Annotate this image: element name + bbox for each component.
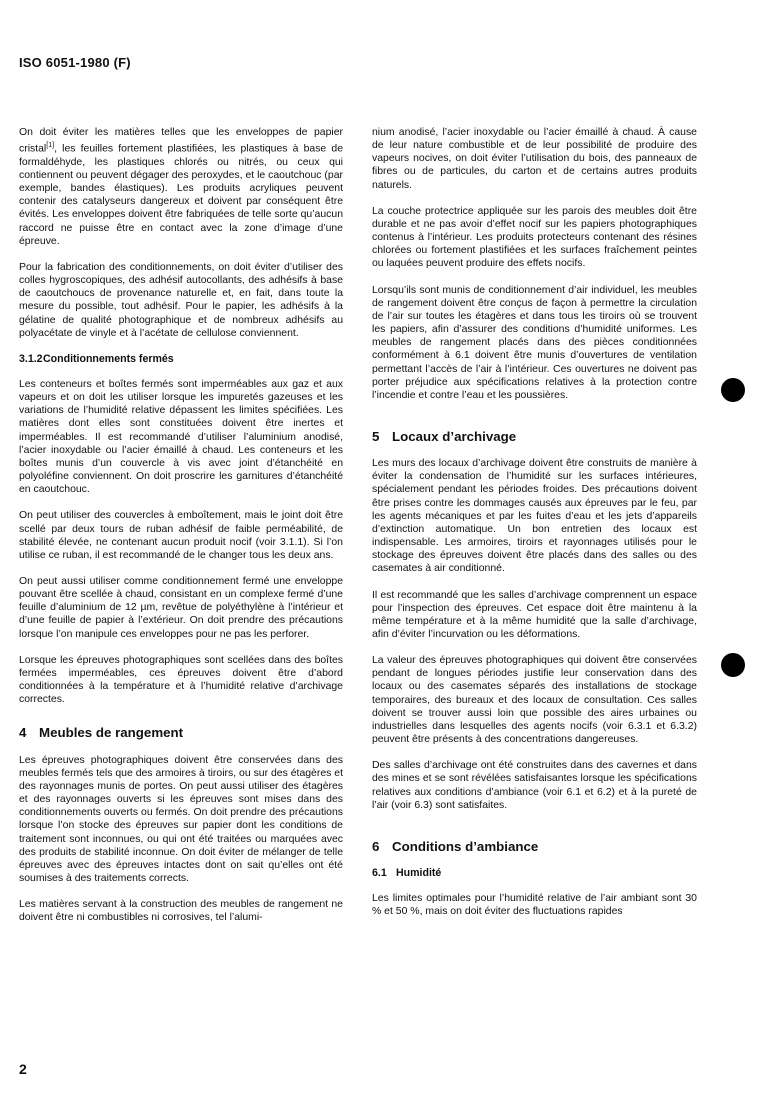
paragraph: On doit éviter les matières telles que les enveloppes de papier cristal[1], les feuilles fortement plastifiées, les plastiques à base de formaldéhyde, les plastiques chlorés ou nitrés, ou ceux qui contiennent ou peuvent dégager des peroxydes, et le caoutchouc (par exemple, bandes élastiques). Les produits acryliques peuvent contenir des catalyseurs dangereux et doivent par conséquent être évités. Les enveloppes doivent être fabriquées de telle sorte qu’aucun raccord ne puisse être en contact avec la zone d’image d’une épreuve. xyxy=(19,127,343,247)
left-column xyxy=(19,126,343,924)
subsection-heading-3-1-2: 3.1.2Conditionnements fermés xyxy=(19,352,174,365)
section-heading-6: 6 Conditions d’ambiance xyxy=(372,838,539,854)
paragraph: nium anodisé, l’acier inoxydable ou l’acier émaillé à chaud. À cause de leur nature combustible et de leur possibilité de produire des vapeurs nocives, on doit éviter l’utilisation du bois, des panneaux de fibres ou de particules, du carton et de certains autres produits naturels. xyxy=(372,127,697,191)
paragraph: Les limites optimales pour l’humidité relative de l’air ambiant sont 30 % et 50 %, mais on doit éviter des fluctuations rapides xyxy=(372,893,697,918)
binder-hole-mark xyxy=(721,378,745,402)
binder-hole-mark xyxy=(721,653,745,677)
paragraph: Des salles d’archivage ont été construites dans des cavernes et dans des mines et se sont révélées satisfaisantes lorsque les spécifications relatives aux conditions d’ambiance (voir 6.1 et 6.2) et à la pureté de l’air (voir 6.3) sont satisfaites. xyxy=(372,760,697,811)
paragraph: On peut utiliser des couvercles à emboîtement, mais le joint doit être scellé par deux tours de ruban adhésif de faible perméabilité, de stabilité élevée, ne contenant aucun produit nocif (voir 3.1.1). Si l’on utilise ce ruban, il est recommandé de le changer tous les deux ans. xyxy=(19,510,343,561)
footnote-ref: [1] xyxy=(46,142,55,150)
paragraph: Il est recommandé que les salles d’archivage comprennent un espace pour l’inspection des épreuves. Cet espace doit être maintenu à la même température et à la même humidité que la salle d’archivage, afin d’éviter l’incurvation ou les déformations. xyxy=(372,589,697,640)
paragraph: Les épreuves photographiques doivent être conservées dans des meubles fermés tels que des armoires à tiroirs, ou sur des étagères et des rayonnages munis de portes. On peut aussi utiliser des étagères et des rayonnages ouverts si les épreuves sont mises dans des conditionnements ouverts ou fermés. On doit prendre des précautions lorsque l’on stocke des épreuves sur papier dont les conditions de traitement sont inconnues, ou qui ont été traitées ou marquées avec des produits de stabilité inconnue. On doit éviter de mélanger de telle épreuves avec des épreuves intactes dont on sait qu’elles ont été soumises à des traitements corrects. xyxy=(19,754,343,884)
paragraph: Les conteneurs et boîtes fermés sont imperméables aux gaz et aux vapeurs et on doit les utiliser lorsque les impuretés gazeuses et les variations de l’humidité relative dépassent les limites spécifiées. Les matières dont elles sont constituées doivent être inertes et imperméables. Il est recommandé d’utiliser l’aluminium anodisé, l’acier inoxydable ou l’acier émaillé à chaud. Les conteneurs et les boîtes munis d’un couvercle à vis avec joint d’étanchéité en polyoléfine conviennent. On doit proscrire les garnitures d’étanchéité en caoutchouc. xyxy=(19,378,343,496)
paragraph: Lorsque les épreuves photographiques sont scellées dans des boîtes fermées imperméables, ces épreuves doivent être d’abord conditionnées à la température et à l’humidité relative d’archivage correctes. xyxy=(19,654,343,706)
paragraph: Lorsqu’ils sont munis de conditionnement d’air individuel, les meubles de rangement doivent être conçus de façon à permettre la circulation de l’air sur toutes les étagères et dans tous les tiroirs où se trouvent les papiers, afin d’assurer des conditions d’humidité uniformes. Les meubles de rangement placés dans des pièces conditionnées conformément à 6.1 doivent être munis d’ouvertures de ventilation permettant l’accès de l’air à l’intérieur. Ces ouvertures ne doivent pas porter préjudice aux spécifications relatives à la protection contre l’incendie et contre l’eau et les poussières. xyxy=(372,284,697,401)
paragraph: La valeur des épreuves photographiques qui doivent être conservées pendant de longues périodes justifie leur conservation dans des locaux ou des casemates séparés des installations de stockage temporaires, des bureaux et des locaux de consultation. Ces salles doivent se trouver aussi loin que possible des aires urbaines ou industrielles dans lesquelles des agents nocifs (voir 6.3.1 et 6.3.2) peuvent être présents à des concentrations dangereuses. xyxy=(372,655,697,746)
paragraph: La couche protectrice appliquée sur les parois des meubles doit être durable et ne pas avoir d’effet nocif sur les papiers photographiques contenus à l’intérieur. Les produits protecteurs contenant des résines chlorées ou fortement plastifiées et les surfaces fraîchement peintes ou laquées peuvent produire des effets nocifs. xyxy=(372,205,697,270)
subsection-heading-6-1: 6.1 Humidité xyxy=(372,867,442,880)
right-column xyxy=(372,126,697,919)
paragraph: Pour la fabrication des conditionnements, on doit éviter d’utiliser des colles hygroscopiques, des adhésif autocollants, des adhésifs à base de caoutchoucs de provenance naturelle et, en fait, dans toute la mesure du possible, tout adhésif. Pour le papier, les adhésifs à la gélatine de qualité photographique et de nombreux adhésifs au polyacétate de vinyle et à l’acétate de cellulose conviennent. xyxy=(19,261,343,339)
page-number: 2 xyxy=(19,1061,27,1077)
paragraph: Les murs des locaux d’archivage doivent être construits de manière à éviter la condensation de l’humidité sur les surfaces intérieures, spécialement pendant les périodes froides. Des précautions doivent être prises contre les dommages causés aux épreuves par le feu, par les agents mécaniques et par les fuites d’eau et les jets d’appareils d’extinction automatique. Un bon entretien des locaux est indispensable. Les armoires, tiroirs et rayonnages utilisés pour le stockage des épreuves doivent être placés dans des salles ou des casemates à air conditionné. xyxy=(372,458,697,575)
document-header: ISO 6051-1980 (F) xyxy=(19,55,131,70)
section-heading-4: 4 Meubles de rangement xyxy=(19,725,184,741)
section-heading-5: 5 Locaux d’archivage xyxy=(372,428,517,444)
paragraph: Les matières servant à la construction des meubles de rangement ne doivent être ni combustibles ni corrosives, tel l’alumi- xyxy=(19,899,343,924)
paragraph: On peut aussi utiliser comme conditionnement fermé une enveloppe pouvant être scellée à chaud, consistant en un complexe fermé d’une feuille d’aluminium de 12 µm, revêtue de polyéthylène à l’intérieur et d’une feuille de papier à l’extérieur. On doit prendre des précautions lorsque l’on manipule ces enveloppes pour ne pas les perforer. xyxy=(19,576,343,640)
